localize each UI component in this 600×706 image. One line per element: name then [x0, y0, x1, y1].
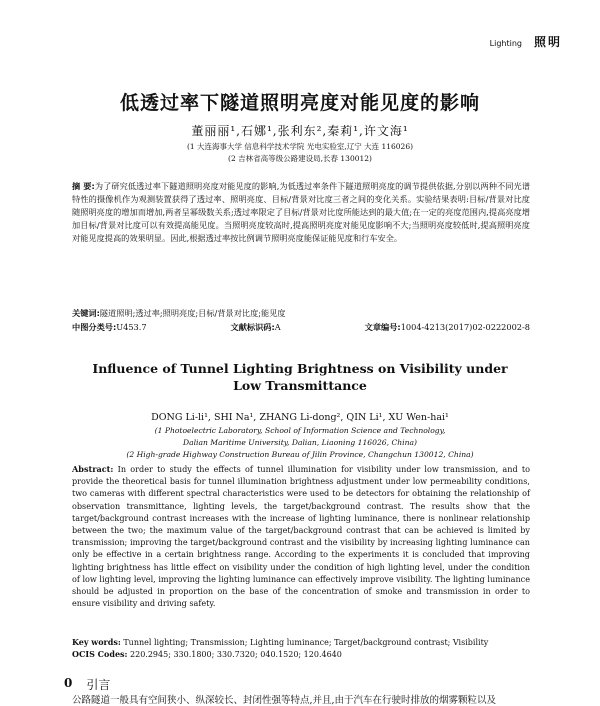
classification-row [72, 322, 530, 333]
english-keywords [72, 637, 530, 647]
english-keywords-text: Tunnel lighting; Transmission; Lighting luminance; Target/background contrast; Visibility [123, 638, 489, 647]
body-text-first-line: 公路隧道一般具有空间狭小、纵深较长、封闭性强等特点,并且,由于汽车在行驶时排放的烟雾颗粒以及 [72, 695, 497, 706]
section-name: 照明 [533, 35, 562, 49]
ocis-codes [72, 649, 530, 659]
chinese-abstract-text: 为了研究低透过率下隧道照明亮度对能见度的影响,为低透过率条件下隧道照明亮度的调节提供依据,分别以两种不同光谱特性的摄像机作为观测装置获得了透过率、照明亮度、目标/背景对比度三者之间的变化关系。实验结果表明:目标/背景对比度随照明亮度的增加而增加,两者呈幂级数关系;透过率限定了目标/背景对比度所能达到的最大值;在一定的亮度范围内,提高亮度增加目标/背景对比度可以有效提高能见度。当照明亮度较高时,提高照明亮度对能见度影响不大;当照明亮度较低时,提高照明亮度对能见度提高的效果明显。因此,根据透过率按比例调节照明亮度能保证能见度和行车安全。 [72, 181, 530, 243]
chinese-affiliation-2: (2 吉林省高等级公路建设局,长春 130012) [228, 154, 372, 163]
article-number-label: 文章编号: [364, 322, 401, 332]
chinese-authors: 董丽丽¹,石娜¹,张利东²,秦莉¹,许文海¹ [191, 124, 409, 138]
section-number: 0 [64, 676, 73, 690]
running-head [490, 33, 562, 50]
chinese-affiliation-1: (1 大连海事大学 信息科学技术学院 光电实验室,辽宁 大连 116026) [186, 142, 414, 151]
english-affiliation-1b: Dalian Maritime University, Dalian, Liaoning 116026, China) [183, 438, 417, 447]
english-abstract-label: Abstract: [72, 464, 114, 474]
english-abstract-text: In order to study the effects of tunnel illumination for visibility under low transmission, and to provide the theoretical basis for tunnel illumination brightness adjustment under low permeability conditions, two cameras with different spectral characteristics were used to be detectors for obtaining the relationship of observation transmittance, lighting levels, the target/background contrast. The results show that the target/background contrast increases with the increase of lighting luminance, there is nonlinear relationship between the two; the maximum value of the target/background contrast that can be achieved is limited by transmission; improving the target/background contrast and the visibility by increasing lighting luminance can only be effective in a certain brightness range. According to the experiments it is concluded that improving lighting brightness has little effect on visibility under the condition of high lighting level, under the condition of low lighting level, improving the lighting luminance can effectively improve visibility. The lighting luminance should be adjusted in proportion on the base of the concentration of smoke and transmission in order to ensure visibility and driving safety. [72, 464, 530, 609]
english-abstract [72, 463, 530, 609]
english-title-line-1: Influence of Tunnel Lighting Brightness on Visibility under [92, 361, 508, 376]
clc-value: U453.7 [116, 322, 147, 332]
ocis-codes-text: 220.2945; 330.1800; 330.7320; 040.1520; 120.4640 [130, 650, 342, 659]
document-code [231, 322, 281, 333]
chinese-abstract [72, 180, 530, 245]
chinese-keywords [72, 308, 530, 319]
english-authors: DONG Li-li¹, SHI Na¹, ZHANG Li-dong², QIN Li¹, XU Wen-hai¹ [151, 412, 449, 423]
chinese-title: 低透过率下隧道照明亮度对能见度的影响 [119, 92, 480, 114]
english-title [0, 360, 600, 394]
article-number [365, 322, 530, 333]
section-heading [64, 676, 110, 693]
journal-name: Lighting [489, 39, 522, 48]
english-keywords-label: Key words: [72, 637, 121, 647]
article-number-value: 1004-4213(2017)02-0222002-8 [400, 322, 530, 332]
document-code-label: 文献标识码: [230, 322, 275, 332]
ocis-codes-label: OCIS Codes: [72, 649, 128, 659]
clc-label: 中图分类号: [72, 322, 117, 332]
english-title-line-2: Low Transmittance [233, 378, 367, 393]
section-title: 引言 [86, 678, 111, 692]
chinese-keywords-label: 关键词: [72, 308, 100, 318]
chinese-keywords-text: 隧道照明;透过率;照明亮度;目标/背景对比度;能见度 [99, 308, 286, 318]
english-affiliation-1a: (1 Photoelectric Laboratory, School of Information Science and Technology, [154, 426, 446, 435]
chinese-abstract-label: 摘 要: [72, 181, 95, 191]
clc-number [72, 322, 147, 333]
document-code-value: A [274, 322, 281, 332]
english-affiliation-2: (2 High-grade Highway Construction Bureau of Jilin Province, Changchun 130012, China) [126, 450, 474, 459]
